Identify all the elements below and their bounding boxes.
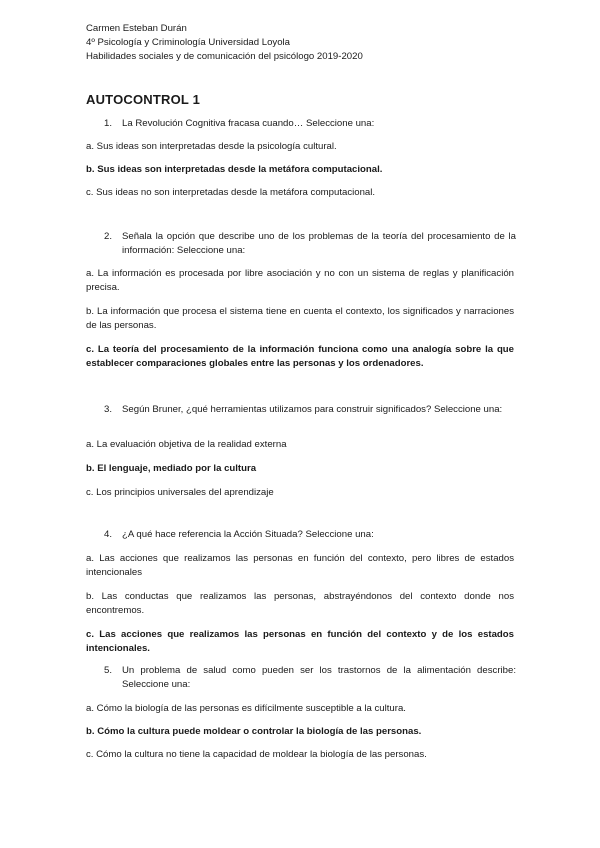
question-text: La Revolución Cognitiva fracasa cuando… Seleccione una: (122, 118, 375, 129)
question-number: 2. (104, 231, 113, 242)
question-2-option-c: c. La teoría del procesamiento de la información funciona como una analogía sobre la que establecer comparaciones globales entre las personas y los ordenadores. (86, 344, 514, 369)
question-text: ¿A qué hace referencia la Acción Situada? Seleccione una: (122, 529, 374, 540)
question-number: 3. (104, 404, 113, 415)
page-title: AUTOCONTROL 1 (86, 92, 201, 107)
author-name: Carmen Esteban Durán (86, 23, 187, 34)
question-5-option-b: b. Cómo la cultura puede moldear o controlar la biología de las personas. (86, 726, 422, 737)
question-1-option-a: a. Sus ideas son interpretadas desde la psicología cultural. (86, 141, 337, 152)
question-3-option-c: c. Los principios universales del aprendizaje (86, 487, 274, 498)
question-4-option-a: a. Las acciones que realizamos las personas en función del contexto, pero libres de estados intencionales (86, 553, 514, 578)
question-4-option-c: c. Las acciones que realizamos las personas en función del contexto y de los estados intencionales. (86, 629, 514, 654)
question-5-option-c: c. Cómo la cultura no tiene la capacidad de moldear la biología de las personas. (86, 749, 427, 760)
question-3 (104, 403, 516, 417)
question-number: 5. (104, 665, 113, 676)
question-4 (104, 528, 516, 542)
subject-info: Habilidades sociales y de comunicación del psicólogo 2019-2020 (86, 51, 363, 62)
question-1-option-b: b. Sus ideas son interpretadas desde la metáfora computacional. (86, 164, 383, 175)
question-text: Señala la opción que describe uno de los problemas de la teoría del procesamiento de la información: Seleccione una: (122, 231, 516, 256)
question-2-option-b: b. La información que procesa el sistema tiene en cuenta el contexto, los significados y narraciones de las personas. (86, 306, 514, 331)
question-text: Según Bruner, ¿qué herramientas utilizamos para construir significados? Seleccione una: (122, 404, 503, 415)
question-4-option-b: b. Las conductas que realizamos las personas, abstrayéndonos del contexto donde nos encontremos. (86, 591, 514, 616)
question-3-option-a: a. La evaluación objetiva de la realidad externa (86, 439, 287, 450)
course-info: 4º Psicología y Criminología Universidad Loyola (86, 37, 291, 48)
document-header (86, 22, 363, 64)
question-1-option-c: c. Sus ideas no son interpretadas desde la metáfora computacional. (86, 187, 376, 198)
question-2-option-a: a. La información es procesada por libre asociación y no con un sistema de reglas y planificación precisa. (86, 268, 514, 293)
question-5 (104, 664, 516, 692)
question-2 (104, 230, 516, 258)
question-5-option-a: a. Cómo la biología de las personas es difícilmente susceptible a la cultura. (86, 703, 406, 714)
question-1 (104, 117, 516, 131)
question-3-option-b: b. El lenguaje, mediado por la cultura (86, 463, 257, 474)
question-number: 1. (104, 118, 113, 129)
question-number: 4. (104, 529, 113, 540)
question-text: Un problema de salud como pueden ser los trastornos de la alimentación describe: Seleccione una: (122, 665, 516, 690)
